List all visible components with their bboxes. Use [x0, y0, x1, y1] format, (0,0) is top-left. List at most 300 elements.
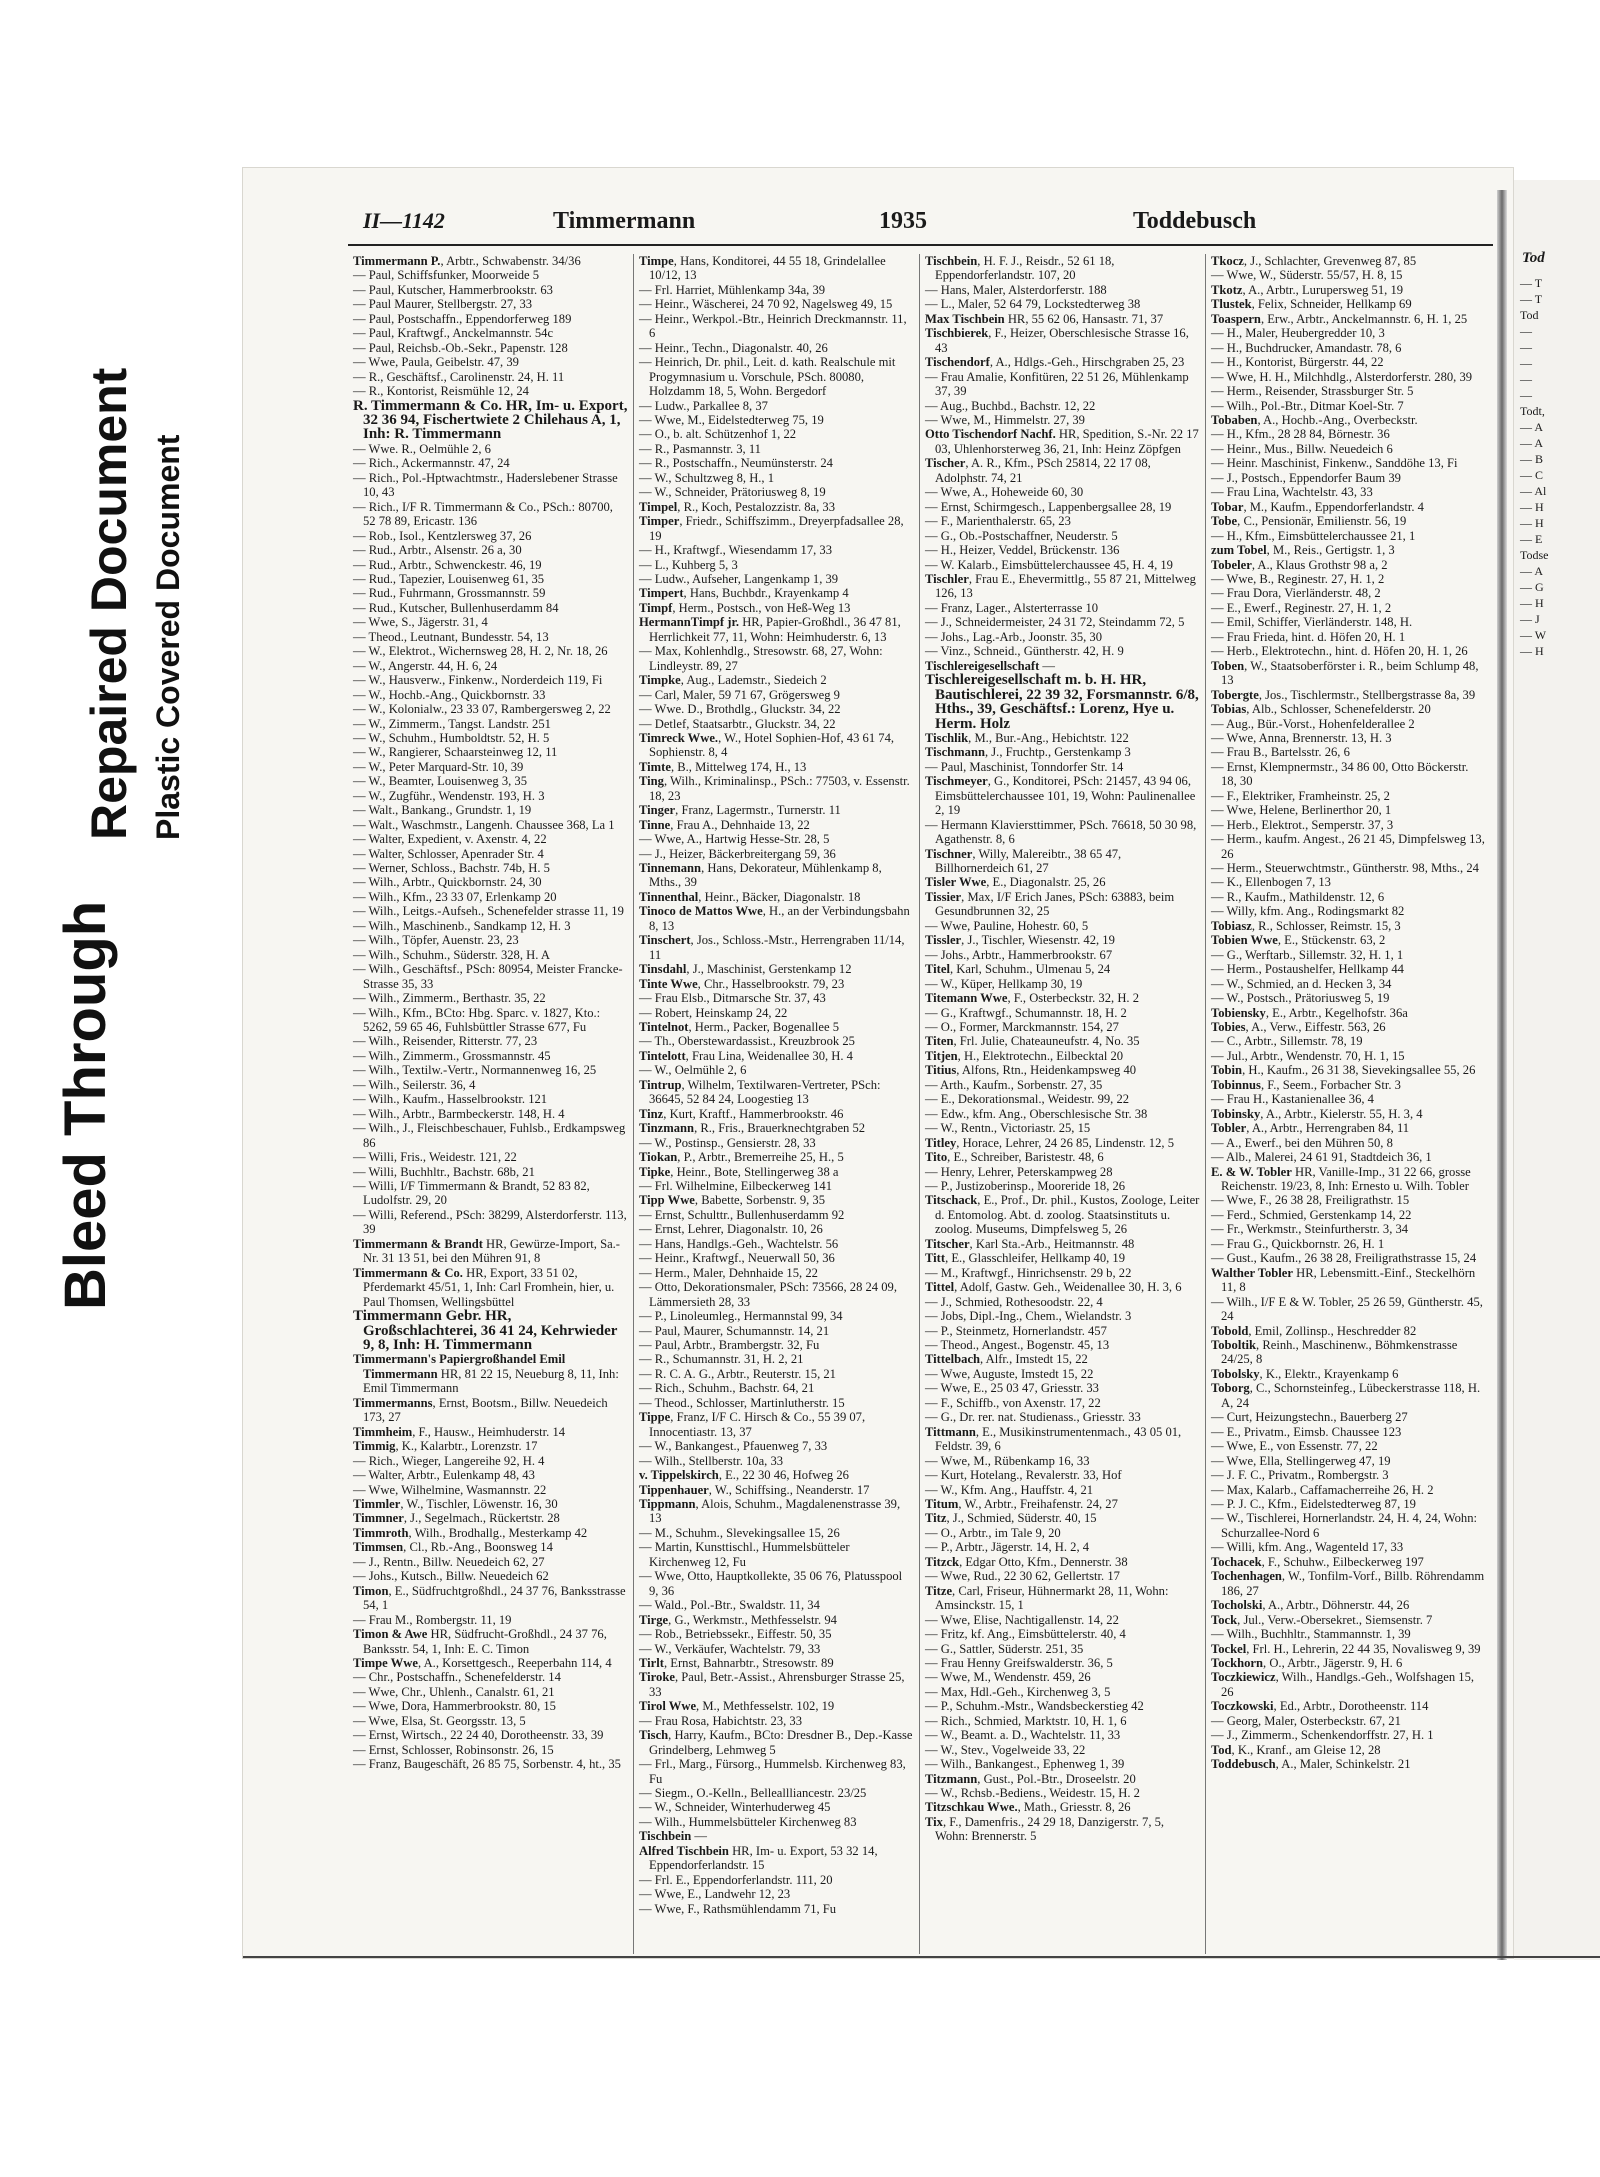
directory-entry: — Heinrich, Dr. phil., Leit. d. kath. Realschule mit Progymnasium u. Vorschule, PSch. 80080, Holzdamm 18, 5, Wohn. Bergedorf [639, 355, 896, 399]
directory-entry: — Herm., Steuerwchtmstr., Güntherstr. 98, Mths., 24 [1211, 861, 1479, 876]
directory-entry: — Curt, Heizungstechn., Bauerberg 27 [1211, 1410, 1408, 1425]
directory-entry: Tocholski, A., Arbtr., Döhnerstr. 44, 26 [1211, 1598, 1410, 1613]
directory-entry: — W., Tischlerei, Hornerlandstr. 24, H. 4, 24, Wohn: Schurzallee-Nord 6 [1211, 1511, 1478, 1540]
directory-entry: — Frau M., Rombergstr. 11, 19 [353, 1612, 512, 1627]
directory-entry: Tix, F., Damenfris., 24 29 18, Danzigerstr. 7, 5, Wohn: Brennerstr. 5 [925, 1814, 1165, 1844]
directory-entry: — Walter, Schlosser, Apenrader Str. 4 [353, 846, 544, 861]
directory-entry: Titel, Karl, Schuhm., Ulmenau 5, 24 [925, 962, 1111, 977]
directory-entry: Tinne, Frau A., Dehnhaide 13, 22 [639, 817, 810, 832]
directory-entry: Toddebusch, A., Maler, Schinkelstr. 21 [1211, 1757, 1411, 1772]
directory-entry: — W., Bankangest., Pfauenweg 7, 33 [639, 1439, 828, 1454]
directory-entry: — Wwe, Chr., Uhlenh., Canalstr. 61, 21 [353, 1684, 555, 1699]
header-right-word: Toddebusch [1133, 208, 1257, 234]
directory-entry: — H., Kontorist, Bürgerstr. 44, 22 [1211, 355, 1384, 370]
directory-entry: Timmroth, Wilh., Brodhallg., Mesterkamp 42 [353, 1525, 588, 1540]
directory-entry: Tobler, A., Arbtr., Herrengraben 84, 11 [1211, 1121, 1410, 1136]
directory-entry: — Heinr., Kraftwgf., Neuerwall 50, 36 [639, 1251, 835, 1266]
directory-entry: — H., Maler, Heubergredder 10, 3 [1211, 326, 1385, 341]
directory-entry: — W., Postsch., Prätoriusweg 5, 19 [1211, 991, 1390, 1006]
adjacent-page-line: — [1520, 388, 1532, 402]
directory-entry: — Rich., I/F R. Timmermann & Co., PSch.: 80700, 52 78 89, Ericastr. 136 [353, 499, 613, 529]
directory-entry: Timpe, Hans, Konditorei, 44 55 18, Grindelallee 10/12, 13 [639, 254, 886, 283]
directory-entry: — Wwe, Pauline, Hohestr. 60, 5 [925, 918, 1089, 933]
directory-entry: — Herb., Elektrot., Semperstr. 37, 3 [1211, 817, 1394, 832]
directory-entry: — J., Zimmerm., Schenkendorffstr. 27, H. 1 [1211, 1728, 1434, 1743]
directory-entry: Tito, E., Schreiber, Baristestr. 48, 6 [925, 1150, 1104, 1165]
directory-entry: Timmermanns, Ernst, Bootsm., Billw. Neuedeich 173, 27 [353, 1395, 608, 1425]
directory-entry: — W., Postinsp., Gensierstr. 28, 33 [639, 1135, 816, 1150]
adjacent-page-lines [1514, 275, 1600, 659]
directory-entry: Tipke, Heinr., Bote, Stellingerweg 38 a [639, 1164, 839, 1179]
adjacent-page-line: — W [1520, 628, 1547, 642]
directory-entry: — Wilh., Reisender, Ritterstr. 77, 23 [353, 1034, 538, 1049]
directory-entry: — G., Kraftwgf., Schumannstr. 18, H. 2 [925, 1005, 1127, 1020]
adjacent-page-line: Tod [1520, 308, 1539, 322]
directory-entry: — R., Kontorist, Reismühle 12, 24 [353, 384, 529, 399]
directory-entry: — R. C. A. G., Arbtr., Reuterstr. 15, 21 [639, 1366, 836, 1381]
directory-entry: — Franz, Baugeschäft, 26 85 75, Sorbenstr. 4, ht., 35 [353, 1757, 621, 1772]
directory-entry: Titz, J., Schmied, Süderstr. 40, 15 [925, 1511, 1097, 1526]
directory-entry: — Wilh., Töpfer, Auenstr. 23, 23 [353, 933, 519, 948]
directory-entry: — Martin, Kunsttischl., Hummelsbütteler Kirchenweg 12, Fu [639, 1540, 850, 1569]
directory-entry: HermannTimpf jr. HR, Papier-Großhdl., 36 47 81, Herrlichkeit 77, 11, Wohn: Heimhuderstr. 6, 13 [639, 615, 901, 644]
directory-entry: Tinnenthal, Heinr., Bäcker, Diagonalstr. 18 [639, 889, 861, 904]
directory-entry: Tlustek, Felix, Schneider, Hellkamp 69 [1211, 297, 1412, 312]
directory-entry: — Willi, Referend., PSch: 38299, Alsterdorferstr. 113, 39 [353, 1207, 627, 1237]
directory-entry: — G., Ob.-Postschaffner, Neuderstr. 5 [925, 528, 1118, 543]
directory-entry: Tobiensky, E., Arbtr., Kegelhofstr. 36a [1211, 1005, 1408, 1020]
directory-entry: — W., Schneider, Winterhuderweg 45 [639, 1800, 831, 1815]
directory-entry: R. Timmermann & Co. HR, Im- u. Export, 32 36 94, Fischertwiete 2 Chilehaus A, 1, Inh: R. Timmermann [353, 397, 628, 443]
directory-entry: Tirol Wwe, M., Methfesselstr. 102, 19 [639, 1699, 835, 1714]
directory-entry: — Theod., Angest., Bogenstr. 45, 13 [925, 1337, 1110, 1352]
directory-entry: — Willi, Buchhltr., Bachstr. 68b, 21 [353, 1164, 535, 1179]
directory-entry: — Ernst, Schlosser, Robinsonstr. 26, 15 [353, 1742, 554, 1757]
header-year: 1935 [879, 208, 927, 234]
directory-entry: — H., Kraftwgf., Wiesendamm 17, 33 [639, 543, 833, 558]
directory-entry: Timte, B., Mittelweg 174, H., 13 [639, 759, 807, 774]
directory-entry: — Wwe, Otto, Hauptkollekte, 35 06 76, Platusspool 9, 36 [639, 1569, 903, 1598]
directory-entry: — K., Ellenbogen 7, 13 [1211, 875, 1331, 890]
directory-entry: — E., Privatm., Eimsb. Chaussee 123 [1211, 1424, 1402, 1439]
directory-entry: — Frl. Harriet, Mühlenkamp 34a, 39 [639, 282, 826, 297]
directory-entry: Max Tischbein HR, 55 62 06, Hansastr. 71, 37 [925, 311, 1164, 326]
directory-entry: — Wwe, M., Himmelstr. 27, 39 [925, 412, 1085, 427]
directory-entry: Tinger, Franz, Lagermstr., Turnerstr. 11 [639, 803, 841, 818]
directory-entry: — Vinz., Schneid., Güntherstr. 42, H. 9 [925, 644, 1124, 659]
directory-entry: — Frl. Wilhelmine, Eilbeckerweg 141 [639, 1179, 833, 1193]
directory-entry: — Rud., Arbtr., Alsenstr. 26 a, 30 [353, 543, 522, 558]
directory-entry: — Paul, Reichsb.-Ob.-Sekr., Papenstr. 128 [353, 340, 568, 355]
directory-entry: — Rich., Schmied, Marktstr. 10, H. 1, 6 [925, 1713, 1127, 1728]
directory-entry: Titze, Carl, Friseur, Hühnermarkt 28, 11, Wohn: Amsinckstr. 15, 1 [925, 1583, 1169, 1613]
directory-entry: — W., Verkäufer, Wachtelstr. 79, 33 [639, 1641, 821, 1656]
directory-entry: — J., Schmied, Rothesoodstr. 22, 4 [925, 1294, 1103, 1309]
adjacent-page-line: — G [1520, 580, 1544, 594]
directory-entry: — W., Schneider, Prätoriusweg 8, 19 [639, 485, 826, 500]
directory-entry: Timmermann P., Arbtr., Schwabenstr. 34/36 [353, 254, 581, 268]
directory-entry: — Frau Lina, Wachtelstr. 43, 33 [1211, 485, 1373, 500]
directory-entry: — Ernst, Lehrer, Diagonalstr. 10, 26 [639, 1222, 823, 1237]
directory-entry: — W., Elektrot., Wichernsweg 28, H. 2, Nr. 18, 26 [353, 644, 608, 659]
directory-entry: — Th., Oberstewardassist., Kreuzbrook 25 [639, 1034, 855, 1049]
adjacent-page-line: — H [1520, 516, 1544, 530]
directory-entry: Tischendorf, A., Hdlgs.-Geh., Hirschgraben 25, 23 [925, 355, 1185, 370]
directory-entry: — Herm., Reisender, Strassburger Str. 5 [1211, 384, 1414, 399]
directory-entry: — Heinr., Werkpol.-Btr., Heinrich Dreckmannstr. 11, 6 [639, 311, 907, 341]
directory-entry: — Gust., Kaufm., 26 38 28, Freiligrathstrasse 15, 24 [1211, 1251, 1477, 1266]
directory-entry: Toaspern, Erw., Arbtr., Anckelmannstr. 6, H. 1, 25 [1211, 311, 1468, 326]
directory-entry: — W., Rchsb.-Bediens., Weidestr. 15, H. 2 [925, 1786, 1140, 1801]
adjacent-page-line: — J [1520, 612, 1540, 626]
directory-entry: — Wwe, M., Rübenkamp 16, 33 [925, 1453, 1090, 1468]
directory-entry: — Walt., Waschmstr., Langenh. Chaussee 368, La 1 [353, 817, 615, 832]
directory-entry: Tinte Wwe, Chr., Hasselbrookstr. 79, 23 [639, 976, 845, 991]
directory-entry: — A., Ewerf., bei den Mühren 50, 8 [1211, 1135, 1393, 1150]
adjacent-page-line: Todt, [1520, 404, 1545, 418]
directory-entry: — Paul, Arbtr., Brambergstr. 32, Fu [639, 1337, 820, 1352]
directory-entry: — Paul, Maschinist, Tonndorfer Str. 14 [925, 759, 1124, 774]
directory-entry: Tipp Wwe, Babette, Sorbenstr. 9, 35 [639, 1193, 826, 1208]
directory-entry: Timpf, Herm., Postsch., von Heß-Weg 13 [639, 600, 851, 615]
directory-entry: Timreck Wwe., W., Hotel Sophien-Hof, 43 61 74, Sophienstr. 8, 4 [639, 730, 895, 760]
directory-entry: — Ernst, Wirtsch., 22 24 40, Dorotheenstr. 33, 39 [353, 1728, 604, 1743]
directory-entry: v. Tippelskirch, E., 22 30 46, Hofweg 26 [639, 1468, 849, 1483]
directory-entry: — Wwe. R., Oelmühle 2, 6 [353, 441, 491, 456]
directory-entry: Tischbierek, F., Heizer, Oberschlesische Strasse 16, 43 [925, 326, 1189, 355]
directory-entry: — Wilh., Schuhm., Süderstr. 328, H. A [353, 947, 550, 962]
directory-entry: — Rud., Tapezier, Louisenweg 61, 35 [353, 571, 545, 586]
directory-entry: Titschack, E., Prof., Dr. phil., Kustos, Zoologe, Leiter d. Entomolog. Abt. d. zoolog. Staatsinstituts u. zoolog. Museums, Dimpfelsweg 5, 26 [925, 1193, 1200, 1237]
bottom-rule [243, 1956, 1600, 1958]
adjacent-page-line: — C [1520, 468, 1544, 482]
directory-entry: — P., Steinmetz, Hornerlandstr. 457 [925, 1323, 1107, 1338]
directory-entry: — Heinr. Maschinist, Finkenw., Sanddöhe 13, Fi [1211, 456, 1458, 471]
directory-entry: — Wwe. D., Brothdlg., Gluckstr. 34, 22 [639, 702, 841, 717]
directory-entry: — Wwe, Dora, Hammerbrookstr. 80, 15 [353, 1699, 556, 1714]
adjacent-page-line: — H [1520, 644, 1544, 658]
directory-entry: — Wilh., Geschäftsf., PSch: 80954, Meister Francke-Strasse 35, 33 [353, 962, 623, 991]
directory-entry: — Otto, Dekorationsmaler, PSch: 73566, 28 24 09, Lämmersieth 28, 33 [639, 1280, 897, 1309]
directory-entry: — W., Oelmühle 2, 6 [639, 1063, 747, 1078]
adjacent-page-line: — T [1520, 276, 1543, 290]
directory-entry: — Kurt, Hotelang., Revalerstr. 33, Hof [925, 1468, 1122, 1483]
directory-entry: Timpe Wwe, A., Korsettgesch., Reeperbahn 114, 4 [353, 1655, 612, 1670]
directory-entry: — Wilh., Pol.-Btr., Ditmar Koel-Str. 7 [1211, 398, 1404, 413]
directory-entry: Titum, W., Arbtr., Freihafenstr. 24, 27 [925, 1496, 1118, 1511]
directory-entry: Tischbein — [639, 1829, 708, 1844]
directory-entry: — Wwe, Wilhelmine, Wasmannstr. 22 [353, 1482, 547, 1497]
directory-entry: — Wwe, M., Eidelstedterweg 75, 19 [639, 412, 824, 427]
directory-entry: — Frl. E., Eppendorferlandstr. 111, 20 [639, 1872, 833, 1887]
directory-entry: Titjen, H., Elektrotechn., Eilbecktal 20 [925, 1048, 1124, 1063]
directory-entry: — W., Schuhm., Humboldtstr. 52, H. 5 [353, 730, 550, 745]
directory-entry: — W., Beamter, Louisenweg 3, 35 [353, 774, 528, 789]
directory-column-2 [634, 254, 920, 1954]
directory-entry: — J., Schneidermeister, 24 31 72, Steindamm 72, 5 [925, 615, 1185, 630]
directory-entry: — W., Hausverw., Finkenw., Norderdeich 119, Fi [353, 673, 603, 688]
directory-entry: — G., Werftarb., Sillemstr. 32, H. 1, 1 [1211, 947, 1404, 962]
directory-entry: — Walt., Bankang., Grundstr. 1, 19 [353, 803, 532, 818]
directory-entry: — L., Maler, 52 64 79, Lockstedterweg 38 [925, 297, 1141, 312]
directory-entry: — Frl., Marg., Fürsorg., Hummelsb. Kirchenweg 83, Fu [639, 1757, 906, 1786]
directory-entry: Timmheim, F., Hausw., Heimhuderstr. 14 [353, 1424, 566, 1439]
directory-entry: Tittelbach, Alfr., Imstedt 15, 22 [925, 1352, 1088, 1367]
directory-entry: — Max, Kohlenhdlg., Stresowstr. 68, 27, Wohn: Lindleystr. 89, 27 [639, 644, 883, 673]
directory-entry: — Chr., Postschaffn., Schenefelderstr. 14 [353, 1670, 561, 1685]
directory-entry: — Aug., Bür.-Vorst., Hohenfelderallee 2 [1211, 716, 1415, 731]
directory-entry: — Wwe, Paula, Geibelstr. 47, 39 [353, 355, 519, 370]
directory-entry: — W., Zugführ., Wendenstr. 193, H. 3 [353, 788, 545, 803]
directory-entry: — R., Kaufm., Mathildenstr. 12, 6 [1211, 889, 1385, 904]
directory-entry: — Max, Kalarb., Caffamacherreihe 26, H. 2 [1211, 1482, 1434, 1497]
directory-entry: Timon & Awe HR, Südfrucht-Großhdl., 24 37 76, Banksstr. 54, 1, Inh: E. C. Timon [353, 1627, 607, 1656]
directory-entry: Tkocz, J., Schlachter, Grevenweg 87, 85 [1211, 254, 1417, 268]
directory-entry: — Ernst, Schulttr., Bullenhuserdamm 92 [639, 1207, 845, 1222]
directory-entry: Timmermann & Co. HR, Export, 33 51 02, Pferdemarkt 45/51, 1, Inh: Carl Fromhein, hier, u. Paul Thomsen, Wellingsbüttel [353, 1265, 615, 1309]
directory-entry: — H., Kfm., 28 28 84, Börnestr. 36 [1211, 427, 1390, 442]
directory-entry: Tisch, Harry, Kaufm., BCto: Dresdner B., Dep.-Kasse Grindelberg, Lehmweg 5 [639, 1728, 913, 1757]
directory-entry: — W., Peter Marquard-Str. 10, 39 [353, 759, 524, 774]
directory-entry: Tinoco de Mattos Wwe, H., an der Verbindungsbahn 8, 13 [639, 904, 910, 933]
directory-entry: — Herm., Postaushelfer, Hellkamp 44 [1211, 962, 1404, 977]
scanned-page [243, 168, 1513, 1958]
directory-entry: — Wald., Pol.-Btr., Swaldstr. 11, 34 [639, 1598, 820, 1613]
directory-entry: — J., Rentn., Billw. Neuedeich 62, 27 [353, 1554, 545, 1569]
directory-entry: — Paul, Maurer, Schumannstr. 14, 21 [639, 1323, 830, 1338]
directory-entry: Tischlereigesellschaft m. b. H. HR, Bautischlerei, 22 39 32, Forsmannstr. 6/8, Hths., 39, Geschäftsf.: Lorenz, Hye u. Herm. Holz [925, 672, 1199, 732]
directory-entry: — Wwe, F., Rathsmühlendamm 71, Fu [639, 1901, 837, 1916]
directory-entry: — Hermann Klaviersttimmer, PSch. 76618, 50 30 98, Agathenstr. 8, 6 [925, 817, 1197, 847]
directory-entry: — Wwe, Rud., 22 30 62, Gellertstr. 17 [925, 1569, 1120, 1584]
directory-entry: Titzmann, Gust., Pol.-Btr., Droseelstr. 20 [925, 1771, 1136, 1786]
directory-entry: Titscher, Karl Sta.-Arb., Heitmannstr. 48 [925, 1236, 1135, 1251]
directory-entry: Tittmann, E., Musikinstrumentenmach., 43 05 01, Feldstr. 39, 6 [925, 1424, 1182, 1454]
directory-entry: — R., Pasmannstr. 3, 11 [639, 441, 761, 456]
directory-entry: Tintrup, Wilhelm, Textilwaren-Vertreter, PSch: 36645, 52 84 24, Loogestieg 13 [639, 1077, 881, 1107]
directory-entry: — Wwe, A., Hartwig Hesse-Str. 28, 5 [639, 832, 830, 847]
directory-entry: Tinnemann, Hans, Dekorateur, Mühlenkamp 8, Mths., 39 [639, 861, 882, 890]
directory-entry: Tochacek, F., Schuhw., Eilbeckerweg 197 [1211, 1554, 1424, 1569]
directory-entry: — W., Kolonialw., 23 33 07, Rambergersweg 2, 22 [353, 702, 611, 717]
directory-entry: — H., Buchdrucker, Amandastr. 78, 6 [1211, 340, 1402, 355]
directory-entry: — J., Postsch., Eppendorfer Baum 39 [1211, 470, 1401, 485]
directory-entry: Tobergte, Jos., Tischlermstr., Stellbergstrasse 8a, 39 [1211, 687, 1476, 702]
directory-entry: Tobiasz, R., Schlosser, Reimstr. 15, 3 [1211, 918, 1401, 933]
directory-entry: — Robert, Heinskamp 24, 22 [639, 1005, 788, 1020]
directory-entry: Timpert, Hans, Buchbdr., Krayenkamp 4 [639, 586, 849, 601]
directory-entry: — Johs., Lag.-Arb., Joonstr. 35, 30 [925, 629, 1103, 644]
directory-entry: Tittel, Adolf, Gastw. Geh., Weidenallee 30, H. 3, 6 [925, 1280, 1182, 1295]
directory-entry: Tochenhagen, W., Tonfilm-Vorf., Billb. Röhrendamm 186, 27 [1211, 1569, 1485, 1598]
directory-entry: Titzschkau Wwe., Math., Griesstr. 8, 26 [925, 1800, 1131, 1815]
directory-entry: — H., Heizer, Veddel, Brückenstr. 136 [925, 543, 1120, 558]
adjacent-page-line: — [1520, 340, 1532, 354]
directory-entry: — Frau Amalie, Konfitüren, 22 51 26, Mühlenkamp 37, 39 [925, 369, 1189, 399]
directory-entry: — Franz, Lager., Alsterterrasse 10 [925, 600, 1099, 615]
directory-entry: Tischbein, H. F. J., Reisdr., 52 61 18, Eppendorferlandstr. 107, 20 [925, 254, 1115, 283]
page-binding-edge [1497, 190, 1507, 1960]
adjacent-page-line: — [1520, 324, 1532, 338]
directory-entry: — W., Schultzweg 8, H., 1 [639, 470, 775, 485]
directory-entry: Tischlereigesellschaft — [925, 658, 1056, 673]
directory-entry: — Frau G., Quickbornstr. 26, H. 1 [1211, 1236, 1385, 1251]
directory-entry: Alfred Tischbein HR, Im- u. Export, 53 32 14, Eppendorferlandstr. 15 [639, 1843, 878, 1873]
directory-entry: — Wilh., Bankangest., Ephenweg 1, 39 [925, 1757, 1125, 1772]
adjacent-page-line: — A [1520, 436, 1544, 450]
directory-entry: Toben, W., Staatsoberförster i. R., beim Schlump 48, 13 [1211, 658, 1479, 688]
directory-entry: — Emil, Schiffer, Vierländerstr. 148, H. [1211, 615, 1413, 630]
directory-entry: — Frau B., Bartelsstr. 26, 6 [1211, 745, 1350, 760]
directory-entry: Tischer, A. R., Kfm., PSch 25814, 22 17 08, Adolphstr. 74, 21 [925, 456, 1151, 485]
directory-entry: — Hans, Maler, Alsterdorferstr. 188 [925, 282, 1107, 297]
directory-entry: Timpel, R., Koch, Pestalozzistr. 8a, 33 [639, 499, 836, 514]
directory-entry: — Detlef, Staatsarbtr., Gluckstr. 34, 22 [639, 716, 836, 731]
directory-entry: Timmig, K., Kalarbtr., Lorenzstr. 17 [353, 1439, 538, 1454]
directory-entry: — E., Ewerf., Reginestr. 27, H. 1, 2 [1211, 600, 1392, 615]
directory-entry: — H., Kfm., Eimsbüttelerchaussee 21, 1 [1211, 528, 1416, 543]
directory-entry: — G., Sattler, Süderstr. 251, 35 [925, 1641, 1084, 1656]
directory-entry: — Wilh., Arbtr., Quickbornstr. 24, 30 [353, 875, 542, 890]
directory-entry: — J., Heizer, Bäckerbreitergang 59, 36 [639, 846, 836, 861]
directory-entry: — Rob., Isol., Kentzlersweg 37, 26 [353, 528, 532, 543]
adjacent-page-line: — [1520, 372, 1532, 386]
directory-entry: — Frau H., Kastanienallee 36, 4 [1211, 1092, 1374, 1107]
directory-entry: — Jul., Arbtr., Wendenstr. 70, H. 1, 15 [1211, 1048, 1405, 1063]
adjacent-page-line: — T [1520, 292, 1543, 306]
directory-entry: — Hans, Handlgs.-Geh., Wachtelstr. 56 [639, 1236, 839, 1251]
directory-entry: — Wwe, B., Reginestr. 27, H. 1, 2 [1211, 571, 1385, 586]
directory-entry: — Ludw., Parkallee 8, 37 [639, 398, 768, 413]
directory-entry: — Arth., Kaufm., Sorbenstr. 27, 35 [925, 1077, 1103, 1092]
directory-entry: — Wilh., J., Fleischbeschauer, Fuhlsb., Erdkampsweg 86 [353, 1121, 626, 1150]
directory-entry: Tinschert, Jos., Schloss.-Mstr., Herrengraben 11/14, 11 [639, 933, 905, 962]
directory-entry: — Fr., Werkmstr., Steinfurtherstr. 3, 34 [1211, 1222, 1409, 1237]
directory-entry: — E., Dekorationsmal., Weidestr. 99, 22 [925, 1092, 1130, 1107]
directory-entry: — Rich., Wieger, Langereihe 92, H. 4 [353, 1453, 545, 1468]
directory-entry: — Wilh., Hummelsbütteler Kirchenweg 83 [639, 1814, 857, 1829]
directory-entry: Tinz, Kurt, Kraftf., Hammerbrookstr. 46 [639, 1106, 844, 1121]
directory-entry: — Wilh., Arbtr., Barmbeckerstr. 148, H. 4 [353, 1106, 565, 1121]
directory-entry: — Alb., Malerei, 24 61 91, Stadtdeich 36, 1 [1211, 1150, 1432, 1165]
directory-entry: — Wwe, W., Süderstr. 55/57, H. 8, 15 [1211, 268, 1403, 283]
adjacent-page-line: — [1520, 356, 1532, 370]
directory-entry: — C., Arbtr., Sillemstr. 78, 19 [1211, 1034, 1363, 1049]
directory-entry: Tobinsky, A., Arbtr., Kielerstr. 55, H. 3, 4 [1211, 1106, 1423, 1121]
directory-entry: Timmner, J., Segelmach., Rückertstr. 28 [353, 1511, 560, 1526]
directory-entry: Timper, Friedr., Schiffszimm., Dreyerpfadsallee 28, 19 [639, 514, 904, 543]
directory-entry: — O., Former, Marckmannstr. 154, 27 [925, 1020, 1119, 1035]
adjacent-page-line: — Al [1520, 484, 1547, 498]
directory-entry: Toczkowski, Ed., Arbtr., Dorotheenstr. 114 [1211, 1699, 1429, 1714]
directory-column-4 [1206, 254, 1492, 1954]
directory-entry: — W., Kfm. Ang., Hauffstr. 4, 21 [925, 1482, 1094, 1497]
directory-entry: — Wwe, Helene, Berlinerthor 20, 1 [1211, 803, 1392, 818]
directory-entry: — Wwe, E., 25 03 47, Griesstr. 33 [925, 1381, 1099, 1396]
directory-entry: — Max, Hdl.-Geh., Kirchenweg 3, 5 [925, 1684, 1111, 1699]
directory-entry: Tiokan, P., Arbtr., Bremerreihe 25, H., 5 [639, 1150, 844, 1165]
directory-entry: — Wilh., Leitgs.-Aufseh., Schenefelder strasse 11, 19 [353, 904, 624, 919]
directory-entry: — Frau Henny Greifswalderstr. 36, 5 [925, 1655, 1113, 1670]
directory-entry: — Wwe, Anna, Brennerstr. 13, H. 3 [1211, 730, 1392, 745]
adjacent-page-line: — E [1520, 532, 1543, 546]
adjacent-page-line: — H [1520, 596, 1544, 610]
directory-entry: Timmler, W., Tischler, Löwenstr. 16, 30 [353, 1496, 558, 1511]
directory-entry: Tippmann, Alois, Schuhm., Magdalenenstrasse 39, 13 [639, 1496, 901, 1526]
directory-entry: — M., Schuhm., Slevekingsallee 15, 26 [639, 1525, 840, 1540]
directory-entry: — Frau Rosa, Habichtstr. 23, 33 [639, 1713, 803, 1728]
directory-entry: — L., Kuhberg 5, 3 [639, 557, 738, 572]
directory-entry: — Heinr., Wäscherei, 24 70 92, Nagelsweg 49, 15 [639, 297, 893, 312]
directory-entry: E. & W. Tobler HR, Vanille-Imp., 31 22 66, grosse Reichenstr. 19/23, 8, Inh: Ernesto u. Wilh. Tobler [1211, 1164, 1471, 1193]
directory-entry: — Rud., Fuhrmann, Grossmannstr. 59 [353, 586, 546, 601]
directory-entry: zum Tobel, M., Reis., Gertigstr. 1, 3 [1211, 543, 1395, 558]
directory-entry: — Willy, kfm. Ang., Rodingsmarkt 82 [1211, 904, 1405, 919]
directory-entry: Tischmann, J., Fruchtp., Gerstenkamp 3 [925, 745, 1131, 760]
directory-entry: — P., Justizoberinsp., Mooreride 18, 26 [925, 1179, 1126, 1193]
directory-entry: Tockhorn, O., Arbtr., Jägerstr. 9, H. 6 [1211, 1655, 1403, 1670]
caption-bleed-through: Bleed Through [53, 900, 118, 1310]
directory-entry: — Paul, Kraftwgf., Anckelmannstr. 54c [353, 326, 554, 341]
directory-entry: — Rich., Ackermannstr. 47, 24 [353, 456, 510, 471]
directory-entry: Tockel, Frl. H., Lehrerin, 22 44 35, Novalisweg 9, 39 [1211, 1641, 1481, 1656]
directory-entry: — R., Geschäftsf., Carolinenstr. 24, H. 11 [353, 369, 565, 384]
directory-entry: Tissler, J., Tischler, Wiesenstr. 42, 19 [925, 933, 1115, 948]
directory-entry: — Herm., kaufm. Angest., 26 21 45, Dimpfelsweg 13, 26 [1211, 832, 1485, 861]
directory-entry: — Johs., Kutsch., Billw. Neuedeich 62 [353, 1569, 549, 1584]
directory-entry: — J. F. C., Privatm., Rombergstr. 3 [1211, 1468, 1389, 1483]
directory-entry: — Heinr., Mus., Billw. Neuedeich 6 [1211, 441, 1393, 456]
directory-entry: — Paul Maurer, Stellbergstr. 27, 33 [353, 297, 533, 312]
directory-entry: — Wilh., Zimmerm., Grossmannstr. 45 [353, 1048, 551, 1063]
directory-entry: — Willi, Fris., Weidestr. 121, 22 [353, 1150, 517, 1165]
directory-entry: — Rud., Kutscher, Bullenhuserdamm 84 [353, 600, 559, 615]
directory-entry: Tischlik, M., Bur.-Ang., Hebichtstr. 122 [925, 730, 1129, 745]
side-caption-strip [0, 0, 240, 2177]
directory-entry: Tkotz, A., Arbtr., Lurupersweg 51, 19 [1211, 282, 1404, 297]
directory-entry: — Wilh., Buchhltr., Stammannstr. 1, 39 [1211, 1627, 1411, 1642]
directory-entry: — Fritz, kf. Ang., Eimsbüttelerstr. 40, 4 [925, 1627, 1126, 1642]
directory-entry: Tobar, M., Kaufm., Eppendorferlandstr. 4 [1211, 499, 1424, 514]
directory-columns [348, 254, 1493, 1954]
directory-entry: — Wwe, F., 26 38 28, Freiligrathstr. 15 [1211, 1193, 1410, 1208]
directory-entry: — P., Arbtr., Jägerstr. 14, H. 2, 4 [925, 1540, 1090, 1555]
directory-entry: Titley, Horace, Lehrer, 24 26 85, Lindenstr. 12, 5 [925, 1135, 1174, 1150]
directory-entry: — Rich., Pol.-Hptwachtmstr., Haderslebener Strasse 10, 43 [353, 470, 618, 500]
directory-entry: Tock, Jul., Verw.-Obersekret., Siemsenstr. 7 [1211, 1612, 1433, 1627]
directory-entry: Otto Tischendorf Nachf. HR, Spedition, S.-Nr. 22 17 03, Uhlenhorsterweg 36, 21, Inh: Heinz Zöpfgen [925, 427, 1199, 456]
directory-column-3 [920, 254, 1206, 1954]
directory-entry: — Wwe, Elsa, St. Georgsstr. 13, 5 [353, 1713, 526, 1728]
directory-entry: — Wwe, Auguste, Imstedt 15, 22 [925, 1366, 1094, 1381]
directory-entry: — Wilh., Seilerstr. 36, 4 [353, 1077, 476, 1092]
directory-entry: — Wilh., Kaufm., Hasselbrookstr. 121 [353, 1092, 548, 1107]
directory-entry: Tobolsky, K., Elektr., Krayenkamp 6 [1211, 1366, 1399, 1381]
directory-entry: Tirlt, Ernst, Bahnarbtr., Stresowstr. 89 [639, 1655, 834, 1670]
directory-entry: — Theod., Schlosser, Martinlutherstr. 15 [639, 1395, 845, 1410]
directory-entry: — Wilh., I/F E & W. Tobler, 25 26 59, Güntherstr. 45, 24 [1211, 1294, 1483, 1324]
directory-entry: Tinsdahl, J., Maschinist, Gerstenkamp 12 [639, 962, 852, 977]
directory-entry: Toboltik, Reinh., Maschinenw., Böhmkenstrasse 24/25, 8 [1211, 1337, 1458, 1367]
directory-column-1 [348, 254, 634, 1954]
directory-entry: — W., Stev., Vogelweide 33, 22 [925, 1742, 1086, 1757]
caption-repaired-document: Repaired Document [81, 367, 137, 840]
directory-entry: Titt, E., Glasschleifer, Hellkamp 40, 19 [925, 1251, 1126, 1266]
directory-entry: — Frau Frieda, hint. d. Höfen 20, H. 1 [1211, 629, 1406, 644]
directory-entry: — Herm., Maler, Dehnhaide 15, 22 [639, 1265, 818, 1280]
directory-entry: — Ferd., Schmied, Gerstenkamp 14, 22 [1211, 1207, 1412, 1222]
directory-entry: — F., Marienthalerstr. 65, 23 [925, 514, 1071, 529]
